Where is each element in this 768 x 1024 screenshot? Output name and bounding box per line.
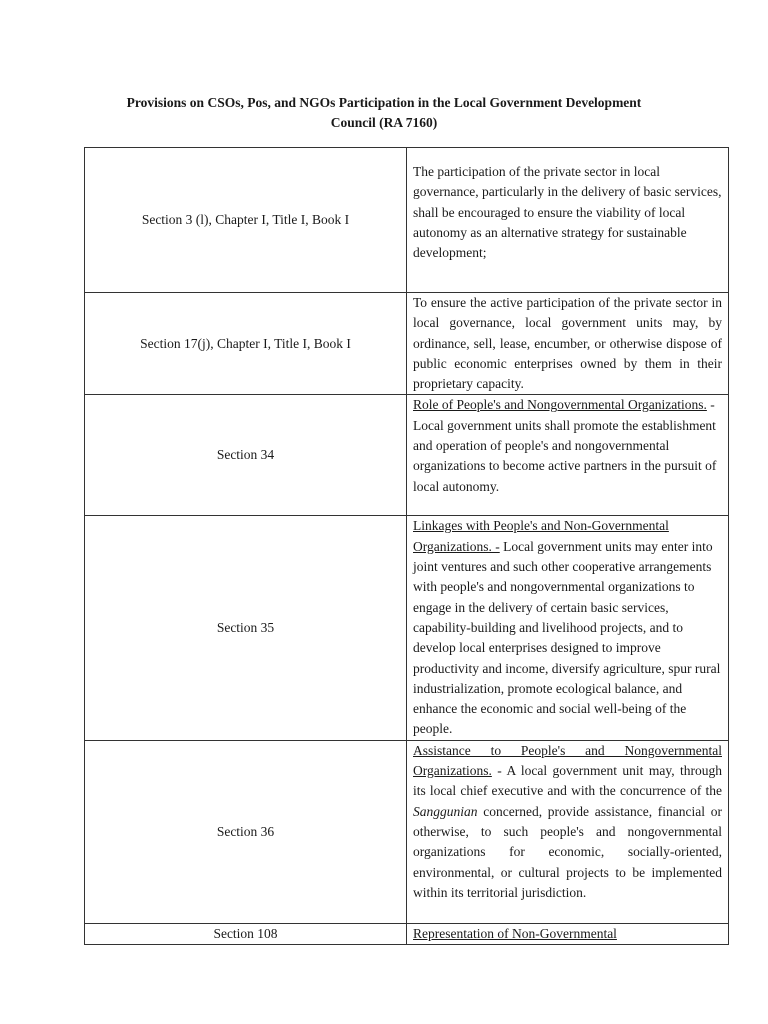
provision-heading: Assistance to People's and Nongovernmental Organizations. [413,742,722,779]
table-row [85,148,729,293]
provision-text-cell [407,148,729,293]
provision-heading: Role of People's and Nongovernmental Organizations. [413,397,707,413]
table-row [85,395,729,516]
section-cell: Section 3 (l), Chapter I, Title I, Book I [85,148,407,293]
provision-text: To ensure the active participation of the private sector in local governance, local government units may, by ordinance, sell, lease, encumber, or otherwise dispose of public economic enterprises owned by them in their proprietary capacity. [413,295,722,392]
provision-emphasis: Sanggunian [413,803,478,819]
section-cell: Section 108 [85,923,407,944]
provision-text: concerned, provide assistance, financial or otherwise, to such people's and nongovernmental organizations for economic, socially-oriented, environmental, or cultural projects to be implemented within its territorial jurisdiction. [413,803,722,900]
provision-text-cell [407,740,729,923]
provision-text: - A local government unit may, through its local chief executive and with the concurrence of the [413,763,722,799]
provision-text-cell [407,516,729,740]
provision-text: The participation of the private sector in local governance, particularly in the delivery of basic services, shall be encouraged to ensure the viability of local autonomy as an alternative strategy for sustainable development; [413,164,722,261]
provision-text-cell [407,395,729,516]
table-row [85,740,729,923]
title-line-1: Provisions on CSOs, Pos, and NGOs Participation in the Local Government Development [126,95,642,110]
title-line-2: Council (RA 7160) [330,115,438,130]
table-row [85,293,729,395]
provision-text: Local government units may enter into joint ventures and such other cooperative arrangements with people's and nongovernmental organizations to engage in the delivery of certain basic services, capability-building and livelihood projects, and to develop local enterprises designed to improve productivity and income, diversify agriculture, spur rural industrialization, promote ecological balance, and enhance the economic and social well-being of the people. [413,538,721,737]
section-cell: Section 35 [85,516,407,740]
provision-text-cell [407,293,729,395]
provision-text-cell [407,923,729,944]
table-row [85,923,729,944]
provision-heading: Representation of Non-Governmental [413,925,617,941]
section-cell: Section 34 [85,395,407,516]
section-cell: Section 17(j), Chapter I, Title I, Book I [85,293,407,395]
section-cell: Section 36 [85,740,407,923]
provisions-table [84,147,729,945]
table-row [85,516,729,740]
provision-text: - Local government units shall promote the establishment and operation of people's and nongovernmental organizations to become active partners in the pursuit of local autonomy. [413,397,717,494]
provision-heading: Linkages with People's and Non-Governmental Organizations. - [413,518,669,554]
document-title [84,93,684,133]
